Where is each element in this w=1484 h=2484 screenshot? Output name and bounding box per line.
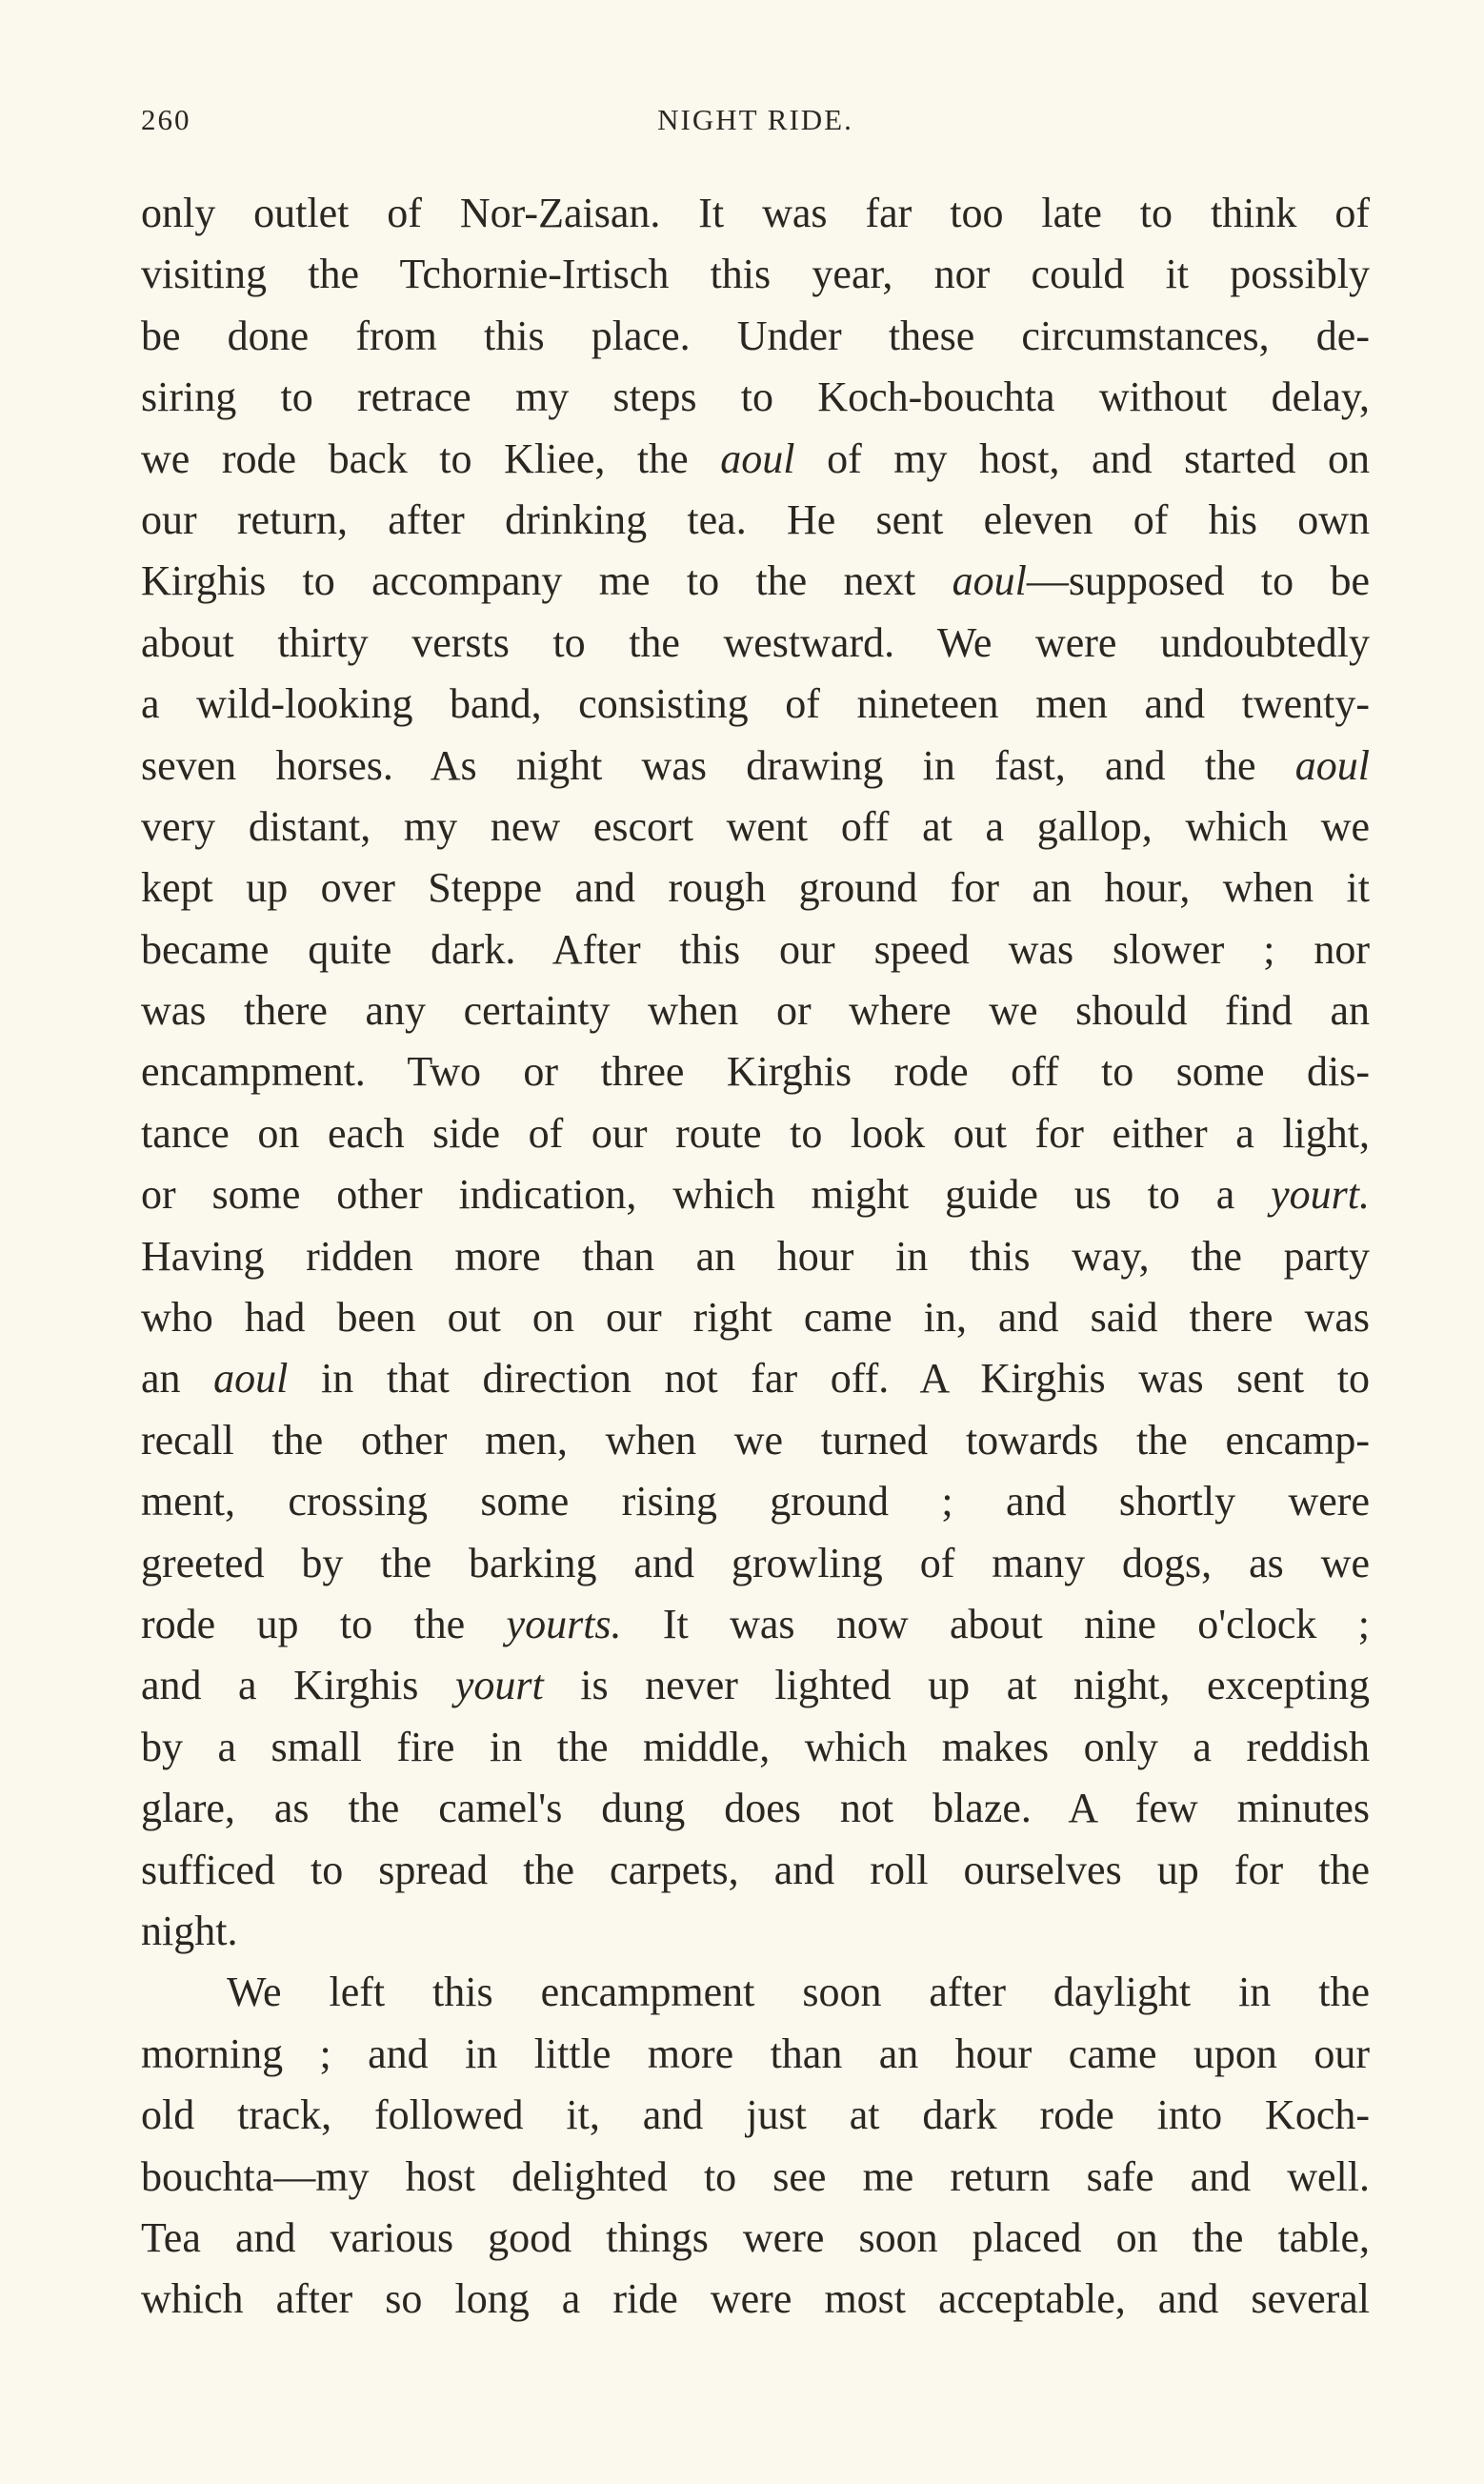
running-head xyxy=(141,103,1370,151)
text-line: bouchta—my host delighted to see me return safe and well. xyxy=(141,2152,1370,2200)
text-line: very distant, my new escort went off at a gallop, which we xyxy=(141,802,1370,850)
text-line: siring to retrace my steps to Koch-bouchta without delay, xyxy=(141,374,1370,421)
text-line: morning ; and in little more than an hour came upon our xyxy=(141,2030,1370,2077)
text-line: tance on each side of our route to look out for either a light, xyxy=(141,1109,1370,1157)
text-line: an aoul in that direction not far off. A Kirghis was sent to xyxy=(141,1355,1371,1403)
text-line: rode up to the yourts. It was now about nine o'clock ; xyxy=(141,1600,1370,1647)
text-line: we rode back to Kliee, the aoul of my host, and started on xyxy=(141,434,1370,482)
text-line: became quite dark. After this our speed was slower ; nor xyxy=(141,925,1370,973)
text-line: was there any certainty when or where we should find an xyxy=(141,987,1370,1035)
body-text xyxy=(141,183,1370,2331)
page-number: 260 xyxy=(141,103,191,136)
text-line: or some other indication, which might guide us to a yourt. xyxy=(141,1171,1370,1219)
running-title: NIGHT RIDE. xyxy=(657,103,853,136)
italic-term: yourts. xyxy=(506,1600,622,1647)
text-line: be done from this place. Under these circumstances, de- xyxy=(141,312,1370,359)
text-line: seven horses. As night was drawing in fast, and the aoul xyxy=(141,741,1370,789)
text-line: Kirghis to accompany me to the next aoul—supposed to be xyxy=(141,557,1371,605)
text-line: visiting the Tchornie-Irtisch this year, nor could it possibly xyxy=(141,251,1370,298)
text-line: which after so long a ride were most acceptable, and several xyxy=(141,2275,1370,2323)
text-line: only outlet of Nor-Zaisan. It was far too late to think of xyxy=(141,190,1370,236)
text-line: greeted by the barking and growling of many dogs, as we xyxy=(141,1539,1370,1586)
text-line: and a Kirghis yourt is never lighted up at night, excepting xyxy=(141,1662,1370,1709)
italic-term: yourt. xyxy=(1271,1171,1370,1219)
text-line: Tea and various good things were soon placed on the table, xyxy=(141,2213,1370,2261)
text-line: about thirty versts to the westward. We were undoubtedly xyxy=(141,618,1370,666)
italic-term: yourt xyxy=(454,1662,544,1709)
italic-term: aoul xyxy=(213,1355,289,1403)
text-line: by a small fire in the middle, which makes only a reddish xyxy=(141,1723,1370,1770)
text-line: We left this encampment soon after daylight in the xyxy=(227,1969,1370,2016)
text-line: our return, after drinking tea. He sent eleven of his own xyxy=(141,495,1370,543)
text-line: who had been out on our right came in, and said there was xyxy=(141,1294,1370,1342)
text-line: kept up over Steppe and rough ground for an hour, when it xyxy=(141,864,1370,912)
text-line: glare, as the camel's dung does not blaze. A few minutes xyxy=(141,1785,1370,1832)
text-line: a wild-looking band, consisting of nineteen men and twenty- xyxy=(141,680,1370,728)
text-line: recall the other men, when we turned towards the encamp- xyxy=(141,1416,1370,1464)
text-line: night. xyxy=(141,1907,238,1954)
italic-term: aoul xyxy=(720,434,795,482)
italic-term: aoul xyxy=(952,557,1027,605)
text-line: sufficed to spread the carpets, and roll ourselves up for the xyxy=(141,1846,1370,1893)
text-line: Having ridden more than an hour in this way, the party xyxy=(141,1232,1370,1280)
text-line: old track, followed it, and just at dark rode into Koch- xyxy=(141,2091,1370,2139)
text-line: encampment. Two or three Kirghis rode off to some dis- xyxy=(141,1048,1370,1096)
text-line: ment, crossing some rising ground ; and shortly were xyxy=(141,1478,1370,1525)
italic-term: aoul xyxy=(1294,741,1370,789)
